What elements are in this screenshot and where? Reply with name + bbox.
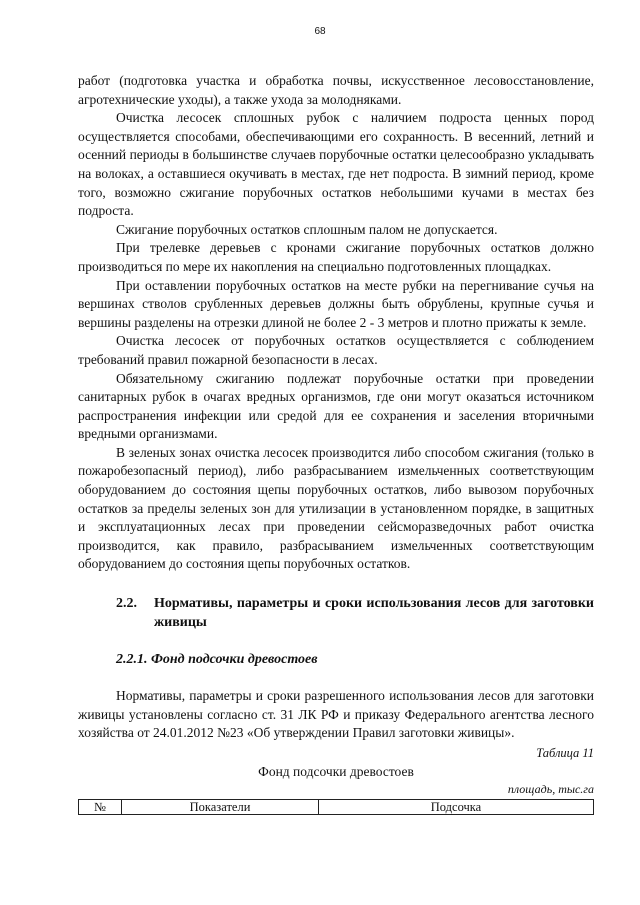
paragraph: Очистка лесосек сплошных рубок с наличием подроста ценных пород осуществляется способами, обеспечивающими его сохранность. В весенний, летний и осенний периоды в большинстве случаев порубочные остатки целесообразно укладывать на волоках, а оставшиеся окучивать в местах, где нет подроста. В зимний период, кроме того, возможно сжигание порубочных остатков небольшими кучами в местах без подроста. — [78, 110, 594, 219]
paragraph: При оставлении порубочных остатков на месте рубки на перегнивание сучья на вершинах стволов срубленных деревьев должны быть обрублены, крупные сучья и вершины разделены на отрезки длиной не более 2 - 3 метров и плотно прижаты к земле. — [78, 277, 594, 330]
paragraph: В зеленых зонах очистка лесосек производится либо способом сжигания (только в пожаробезопасный период), либо разбрасыванием измельченных соответствующим оборудованием до состояния щепы порубочных остатков, либо вывозом порубочных остатков за пределы зеленых зон для утилизации в установленном порядке, в защитных и эксплуатационных лесах при проведении сейсморазведочных работ очистка производится, как правило, разбрасыванием измельченных соответствующим оборудованием до состояния щепы порубочных остатков. — [78, 444, 594, 572]
paragraph: Нормативы, параметры и сроки разрешенного использования лесов для заготовки живицы установлены согласно ст. 31 ЛК РФ и приказу Федерального агентства лесного хозяйства от 24.01.2012 №23 «Об утверждении Правил заготовки живицы». — [78, 688, 594, 741]
table-header-cell: Подсочка — [319, 799, 594, 814]
table-header-cell: № — [79, 799, 122, 814]
document-body — [78, 72, 594, 815]
paragraph: Очистка лесосек от порубочных остатков осуществляется с соблюдением требований правил пожарной безопасности в лесах. — [78, 333, 594, 367]
paragraph: При трелевке деревьев с кронами сжигание порубочных остатков должно производиться по мере их накопления на специально подготовленных площадках. — [78, 240, 594, 274]
page-number: 68 — [314, 26, 326, 37]
section-heading — [78, 594, 594, 632]
body-paragraphs — [78, 72, 594, 574]
subsection-heading: 2.2.1. Фонд подсочки древостоев — [116, 652, 318, 668]
table-title: Фонд подсочки древостоев — [258, 763, 414, 779]
paragraph: Обязательному сжиганию подлежат порубочные остатки при проведении санитарных рубок в очагах вредных организмов, где они могут оказаться источником распространения инфекции или средой для ее сохранения и заселения вторичными вредными организмами. — [78, 370, 594, 442]
table-units: площадь, тыс.га — [507, 781, 594, 796]
table-header-cell: Показатели — [122, 799, 319, 814]
table-header-row — [79, 799, 594, 814]
data-table — [78, 799, 594, 815]
paragraph: Сжигание порубочных остатков сплошным палом не допускается. — [116, 221, 498, 237]
section-number: 2.2. — [116, 596, 137, 612]
paragraph: работ (подготовка участка и обработка почвы, искусственное лесовосстановление, агротехнические уходы), а также ухода за молодняками. — [78, 73, 594, 107]
table-label: Таблица 11 — [536, 745, 594, 760]
section-title: Нормативы, параметры и сроки использования лесов для заготовки живицы — [154, 596, 594, 631]
